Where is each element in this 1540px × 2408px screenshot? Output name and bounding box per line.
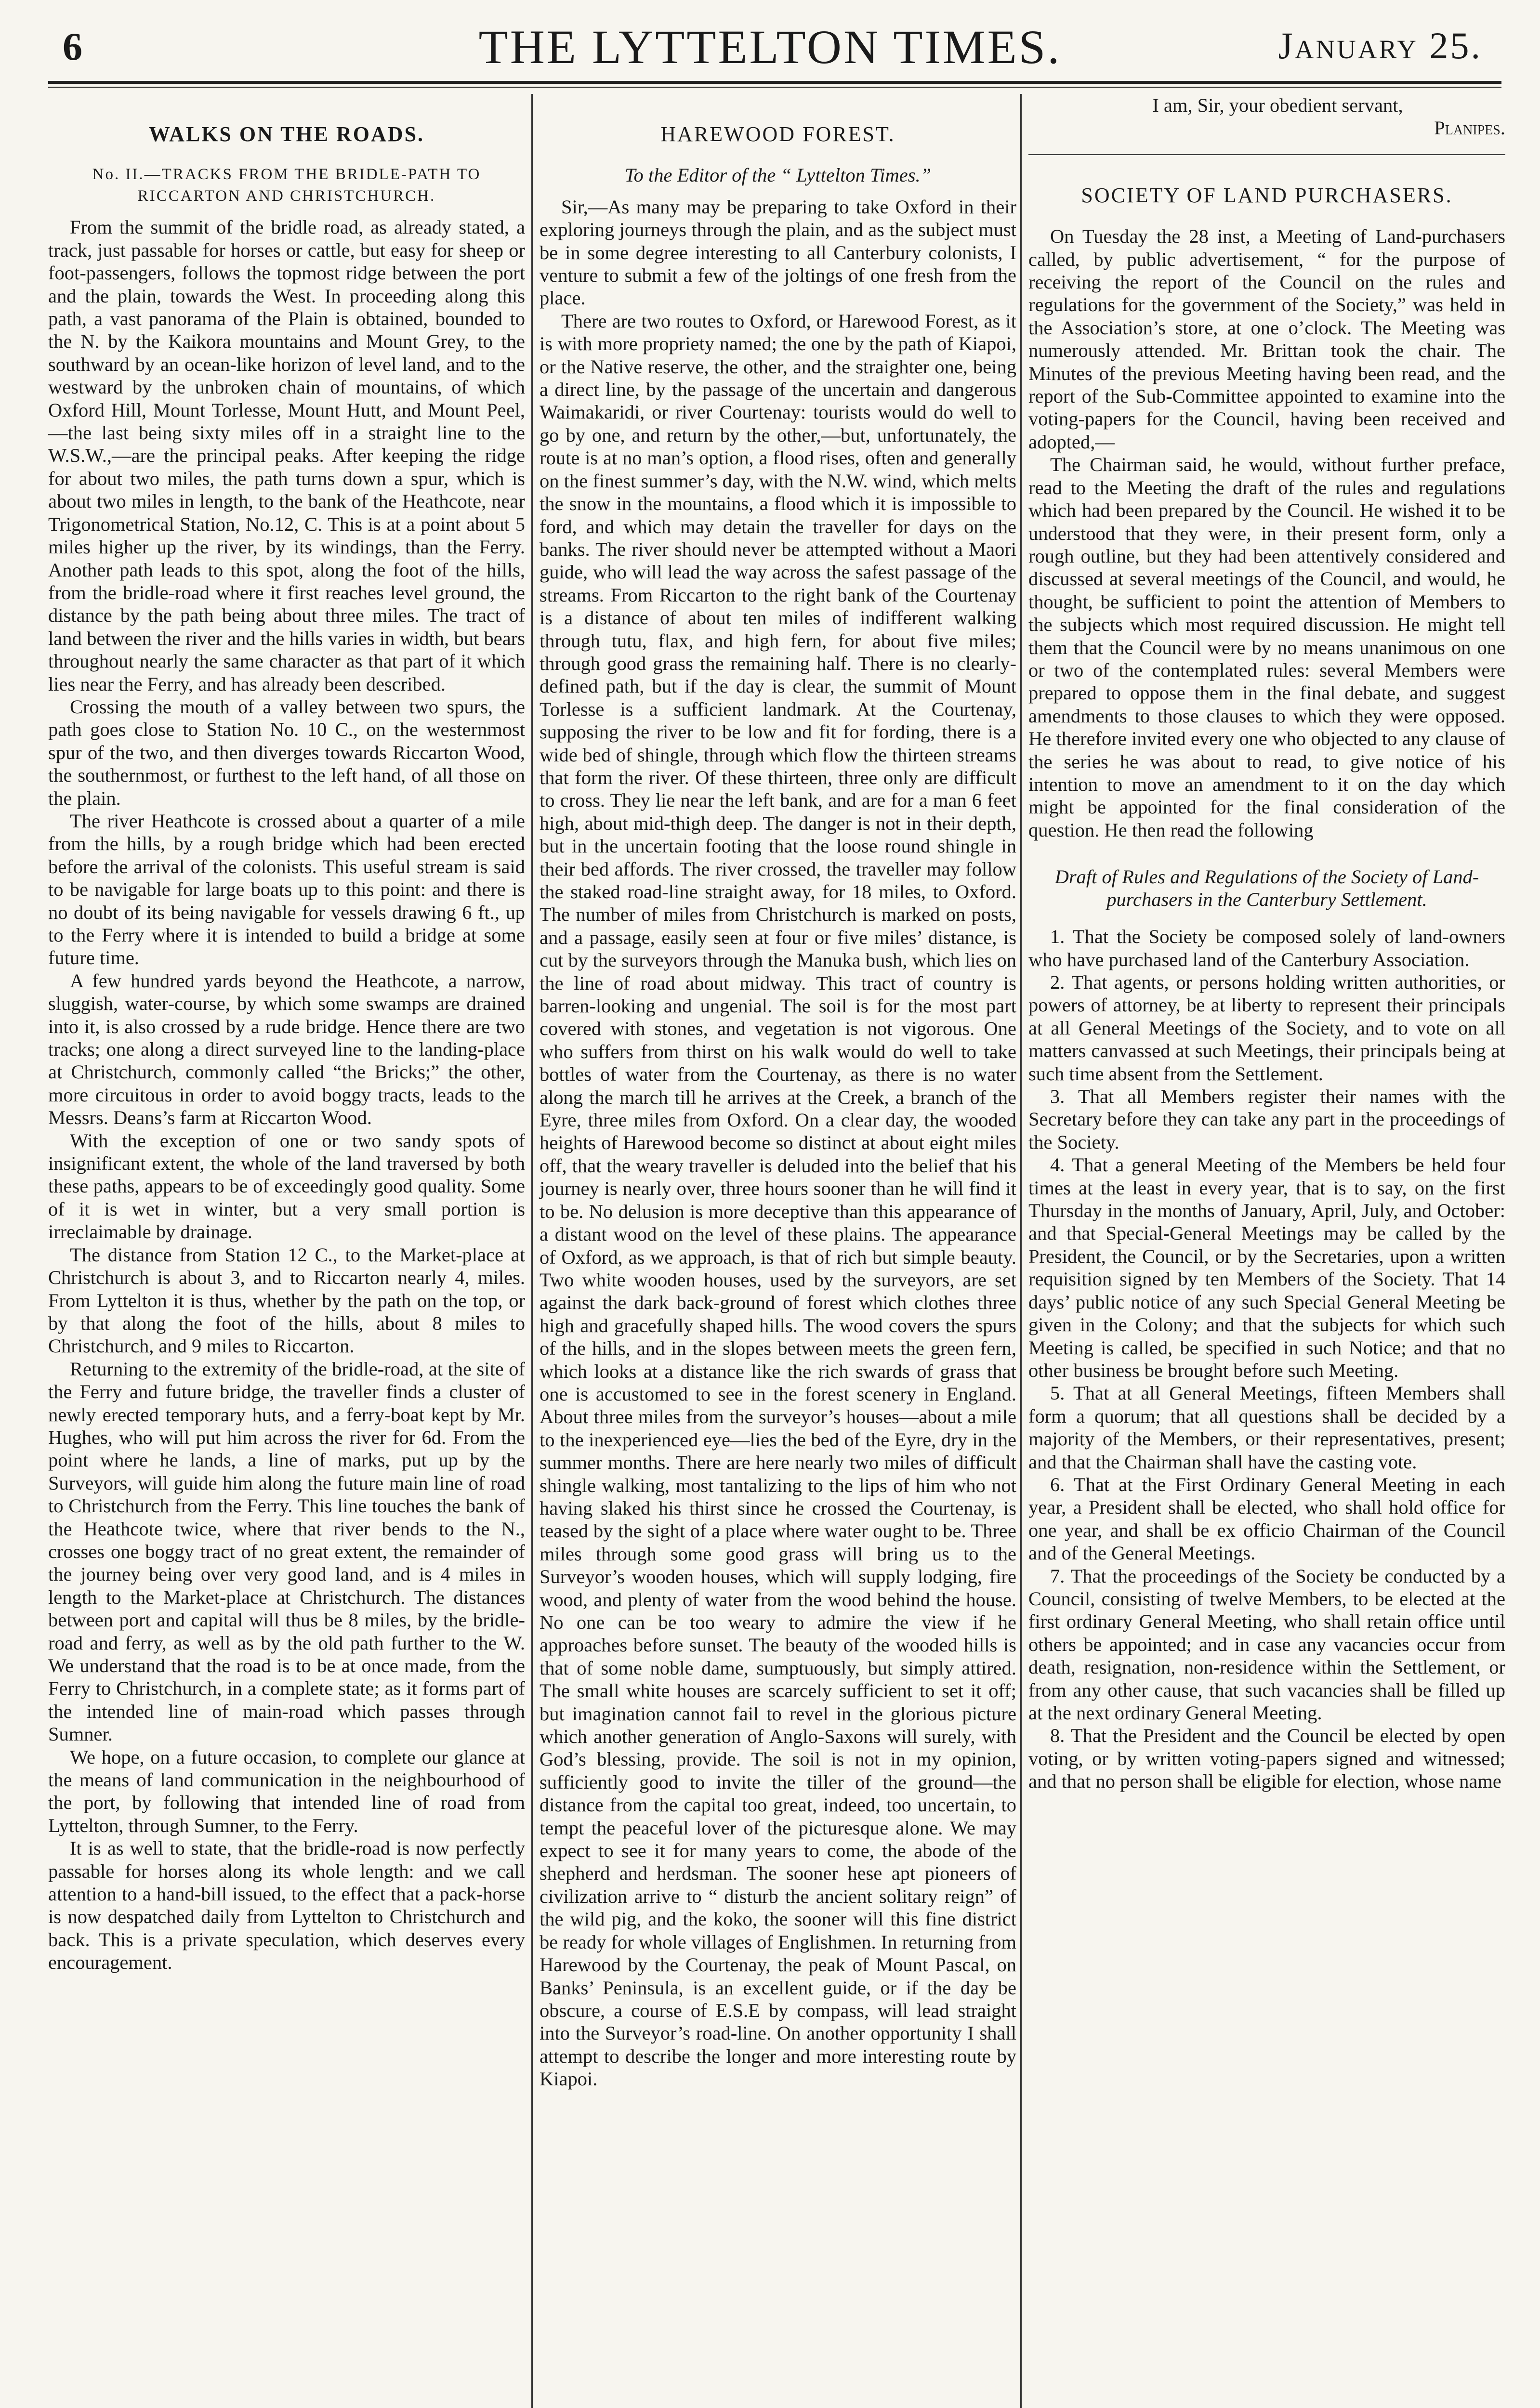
paragraph: With the exception of one or two sandy spots of insignificant extent, the whole of the land traversed by both these paths, appears to be of exceedingly good quality. Some of it is wet in winter, but a very small portion is irreclaimable by drainage. [48,1129,525,1243]
paragraph: We hope, on a future occasion, to complete our glance at the means of land communication in the neighbourhood of the port, by following that intended line of road from Lyttelton, through Sumner, to the Ferry. [48,1746,525,1836]
paragraph: The Chairman said, he would, without further preface, read to the Meeting the draft of the rules and regulations which had been prepared by the Council. He wished it to be understood that they were, in their present form, only a rough outline, but they had been attentively considered and discussed at several meetings of the Council, and would, he thought, be sufficient to point the attention of Members to the subjects which most required discussion. He might tell them that the Council were by no means unanimous on one or two of the contemplated rules: several Members were prepared to oppose them in the final debate, and suggest amendments to those clauses to which they were opposed. He therefore invited every one who objected to any clause of the series he was about to read, to give notice of his intention to move an amendment to it on the day which might be appointed for the final consideration of the question. He then read the following [1028,454,1505,841]
letter-signature: Planipes. [1434,117,1505,139]
masthead-rule-thin [48,87,1501,88]
paragraph: From the summit of the bridle road, as already stated, a track, just passable for horses or cattle, but easy for sheep or foot-passengers, follows the topmost ridge between the port and the plain, towards the West. In proceeding along this path, a vast panorama of the Plain is obtained, bounded to the N. by the Kaikora mountains and Mount Grey, to the southward by an ocean-like horizon of level land, and to the westward by the unbroken chain of mountains, of which Oxford Hill, Mount Torlesse, Mount Hutt, and Mount Peel,—the last being sixty miles off in a straight line to the W.S.W.,—are the principal peaks. After keeping the ridge for about two miles, the path turns down a spur, which is about two miles in length, to the bank of the Heathcote, near Trigonometrical Station, No.12, C. This is at a point about 5 miles higher up the river, by its windings, than the Ferry. Another path leads to this spot, along the foot of the hills, from the bridle-road where it first reaches level ground, the distance by the path being about three miles. The tract of land between the river and the hills varies in width, but bears throughout nearly the same character as that part of it which lies near the Ferry, and has already been described. [48,216,525,695]
paragraph: Returning to the extremity of the bridle-road, at the site of the Ferry and future bridge, the traveller finds a cluster of newly erected temporary huts, and a ferry-boat kept by Mr. Hughes, who will put him across the river for 6d. From the point where he lands, a line of marks, put up by the Surveyors, will guide him along the future main line of road to Christchurch from the Ferry. This line touches the bank of the Heathcote twice, where that river bends to the N., crosses one boggy tract of no great extent, the remainder of the journey being over very good land, and is 4 miles in length to the Market-place at Christchurch. The distances between port and capital will thus be 8 miles, by the bridle-road and ferry, as well as by the old path further to the W. We understand that the road is to be at once made, from the Ferry to Christchurch, in a complete state; as it forms part of the intended line of main-road which passes through Sumner. [48,1358,525,1745]
article-heading-walks: WALKS ON THE ROADS. [148,122,425,146]
column-divider [531,94,533,2408]
letter-closing: I am, Sir, your obedient servant, [1152,94,1403,116]
masthead [19,19,1521,77]
page-number: 6 [63,25,82,68]
paragraph: It is as well to state, that the bridle-road is now perfectly passable for horses along its whole length: and we call attention to a hand-bill issued, to the effect that a pack-horse is now despatched daily from Lyttelton to Christchurch and back. This is a private speculation, which deserves every encouragement. [48,1837,525,1974]
rule-item: 2. That agents, or persons holding written authorities, or powers of attorney, be at liberty to represent their principals at all General Meetings of the Society, and to vote on all matters canvassed at such Meetings, their principals being at such time absent from the Settlement. [1028,971,1505,1085]
editor-address: To the Editor of the “ Lyttelton Times.” [624,164,932,186]
draft-heading: Draft of Rules and Regulations of the Society of Land-purchasers in the Canterbury Settlement. [1054,866,1479,911]
paragraph: The distance from Station 12 C., to the Market-place at Christchurch is about 3, and to Riccarton nearly 4, miles. From Lyttelton it is thus, whether by the path on the top, or by that along the foot of the hills, about 8 miles to Christchurch, and 9 miles to Riccarton. [48,1243,525,1357]
rule-item: 1. That the Society be composed solely of land-owners who have purchased land of the Canterbury Association. [1028,926,1505,970]
paragraph: Sir,—As many may be preparing to take Oxford in their exploring journeys through the plain, and as the subject must be in some degree interesting to all Canterbury colonists, I venture to submit a few of the joltings of one fresh from the place. [540,196,1016,309]
paragraph: On Tuesday the 28 inst, a Meeting of Land-purchasers called, by public advertisement, “ for the purpose of receiving the report of the Council on the rules and regulations for the government of the Society,” was held in the Association’s store, at one o’clock. The Meeting was numerously attended. Mr. Brittan took the chair. The Minutes of the previous Meeting having been read, and the report of the Sub-Committee appointed to examine into the voting-papers for the Council, having been received and adopted,— [1028,225,1505,453]
article-heading-harewood: HAREWOOD FOREST. [660,122,895,146]
article-heading-society: SOCIETY OF LAND PURCHASERS. [1081,183,1453,207]
rule-item: 3. That all Members register their names with the Secretary before they can take any part in the proceedings of the Society. [1028,1086,1505,1153]
rule-item: 7. That the proceedings of the Society be conducted by a Council, consisting of twelve Members, to be elected at the first ordinary General Meeting, who shall retain office until others be appointed; and in case any vacancies occur from death, resignation, non-residence within the Settlement, or from any other cause, that such vacancies shall be filled up at the next ordinary General Meeting. [1028,1565,1505,1724]
column-2 [540,94,1016,2091]
rule-item: 8. That the President and the Council be elected by open voting, or by written voting-papers signed and witnessed; and that no person shall be eligible for election, whose name [1028,1725,1505,1793]
column-divider [1020,94,1022,2408]
newspaper-page [19,0,1521,2408]
newspaper-title: THE LYTTELTON TIMES. [478,20,1062,74]
rule-item: 5. That at all General Meetings, fifteen Members shall form a quorum; that all questions shall be decided by a majority of the Members, or their representatives, present; and that the Chairman shall have the casting vote. [1028,1382,1505,1473]
issue-date: January 25. [1278,25,1482,66]
masthead-rule [48,81,1501,84]
paragraph: Crossing the mouth of a valley between two spurs, the path goes close to Station No. 10 C., on the westernmost spur of the two, and then diverges towards Riccarton Wood, the southernmost, or furthest to the left hand, of all those on the plain. [48,695,525,809]
paragraph: The river Heathcote is crossed about a quarter of a mile from the hills, by a rough bridge which had been erected before the arrival of the colonists. This useful stream is said to be navigable for large boats up to this point: and there is no doubt of its being navigable for vessels drawing 6 ft., up to the Ferry where it is intended to build a bridge at some future time. [48,810,525,969]
paragraph: There are two routes to Oxford, or Harewood Forest, as it is with more propriety named; the one by the path of Kiapoi, or the Native reserve, the other, and the straighter one, being a direct line, by the passage of the uncertain and dangerous Waimakaridi, or river Courtenay: tourists would do well to go by one, and return by the other,—but, unfortunately, the route is at no man’s option, a flood rises, often and generally on the finest summer’s day, with the N.W. wind, which melts the snow in the mountains, a flood which it is impossible to ford, and which may detain the traveller for days on the banks. The river should never be attempted without a Maori guide, who will lead the way across the safest passage of the streams. From Riccarton to the right bank of the Courtenay is a distance of about ten miles of indifferent walking through tutu, flax, and high fern, for about five miles; through good grass the remaining half. There is no clearly-defined path, but if the day is clear, the summit of Mount Torlesse is a sufficient landmark. At the Courtenay, supposing the river to be low and fit for fording, there is a wide bed of shingle, through which flow the thirteen streams that form the river. Of these thirteen, three only are difficult to cross. They lie near the left bank, and are for a man 6 feet high, about mid-thigh deep. The danger is not in their depth, but in the uncertain footing that the loose round shingle in their bed affords. The river crossed, the traveller may follow the staked road-line straight away, for 18 miles, to Oxford. The number of miles from Christchurch is marked on posts, and a passage, easily seen at four or five miles’ distance, is cut by the surveyors through the Manuka bush, which lies on the line of road about midway. This tract of country is barren-looking and ungenial. The soil is for the most part covered with stones, and vegetation is not vigorous. One who suffers from thirst on his walk would do well to take bottles of water from the Courtenay, as there is no water along the march till he arrives at the Creek, a branch of the Eyre, three miles from Oxford. On a clear day, the wooded heights of Harewood become so distinct at about eight miles off, that the weary traveller is deluded into the belief that his journey is nearly over, three hours sooner than he will find it to be. No delusion is more deceptive than this appearance of a distant wood on the level of these plains. The appearance of Oxford, as we approach, is that of rich but simple beauty. Two white wooden houses, used by the surveyors, are set against the dark back-ground of forest which clothes three high and gracefully shaped hills. The wood covers the spurs of the hills, and in the slopes between meets the green fern, which looks at a distance like the rich swards of grass that one is accustomed to see in the forest scenery in England. About three miles from the surveyor’s houses—about a mile to the inexperienced eye—lies the bed of the Eyre, dry in the summer months. There are here nearly two miles of difficult shingle walking, most tantalizing to the lips of him who not having slaked his thirst since he crossed the Courtenay, is teased by the sight of a place where water ought to be. Three miles through some good grass will bring us to the Surveyor’s wooden houses, which will supply lodging, fire wood, and plenty of water from the wood behind the house. No one can be too weary to admire the view if he approaches before sunset. The beauty of the wooded hills is that of some noble dame, sumptuously, but simply attired. The small white houses are scarcely sufficient to set it off; but imagination cannot fail to revel in the glorious picture which another generation of Anglo-Saxons will surely, with God’s blessing, provide. The soil is not in my opinion, sufficiently good to invite the tiller of the ground—the distance from the capital too great, indeed, too uncertain, to tempt the peaceful lover of the picturesque alone. We may expect to see it for many years to come, the abode of the shepherd and herdsman. The sooner hese apt pioneers of civilization arrive to “ disturb the ancient solitary reign” of the wild pig, and the koko, the sooner will this fine district be ready for whole villages of Englishmen. In returning from Harewood by the Courtenay, the peak of Mount Pascal, on Banks’ Peninsula, is an excellent guide, or if the day be obscure, a course of E.S.E by compass, will lead straight into the Surveyor’s road-line. On another opportunity I shall attempt to describe the longer and more interesting route by Kiapoi. [540,310,1016,2090]
paragraph: A few hundred yards beyond the Heathcote, a narrow, sluggish, water-course, by which some swamps are drained into it, is also crossed by a rude bridge. Hence there are two tracks; one along a direct surveyed line to the landing-place at Christchurch, commonly called “the Bricks;” the other, more circuitous in order to avoid boggy tracts, leads to the Messrs. Deans’s farm at Riccarton Wood. [48,969,525,1129]
section-rule [1028,154,1505,155]
rule-item: 4. That a general Meeting of the Members be held four times at the least in every year, that is to say, on the first Thursday in the months of January, April, July, and October: and that Special-General Meetings may be called by the President, the Council, or by the Secretaries, upon a written requisition signed by ten Members of the Society. That 14 days’ public notice of any such Special General Meeting be given in the Colony; and that the subjects for which such Meeting is called, be specified in such Notice; and that no other business be brought before such Meeting. [1028,1154,1505,1381]
article-subheading: No. II.—TRACKS FROM THE BRIDLE-PATH TO RICCARTON AND CHRISTCHURCH. [92,166,481,205]
rule-item: 6. That at the First Ordinary General Meeting in each year, a President shall be elected, who shall hold office for one year, and shall be ex officio Chairman of the Council and of the General Meetings. [1028,1473,1505,1564]
column-1 [48,94,525,1974]
column-3 [1028,94,1505,1793]
